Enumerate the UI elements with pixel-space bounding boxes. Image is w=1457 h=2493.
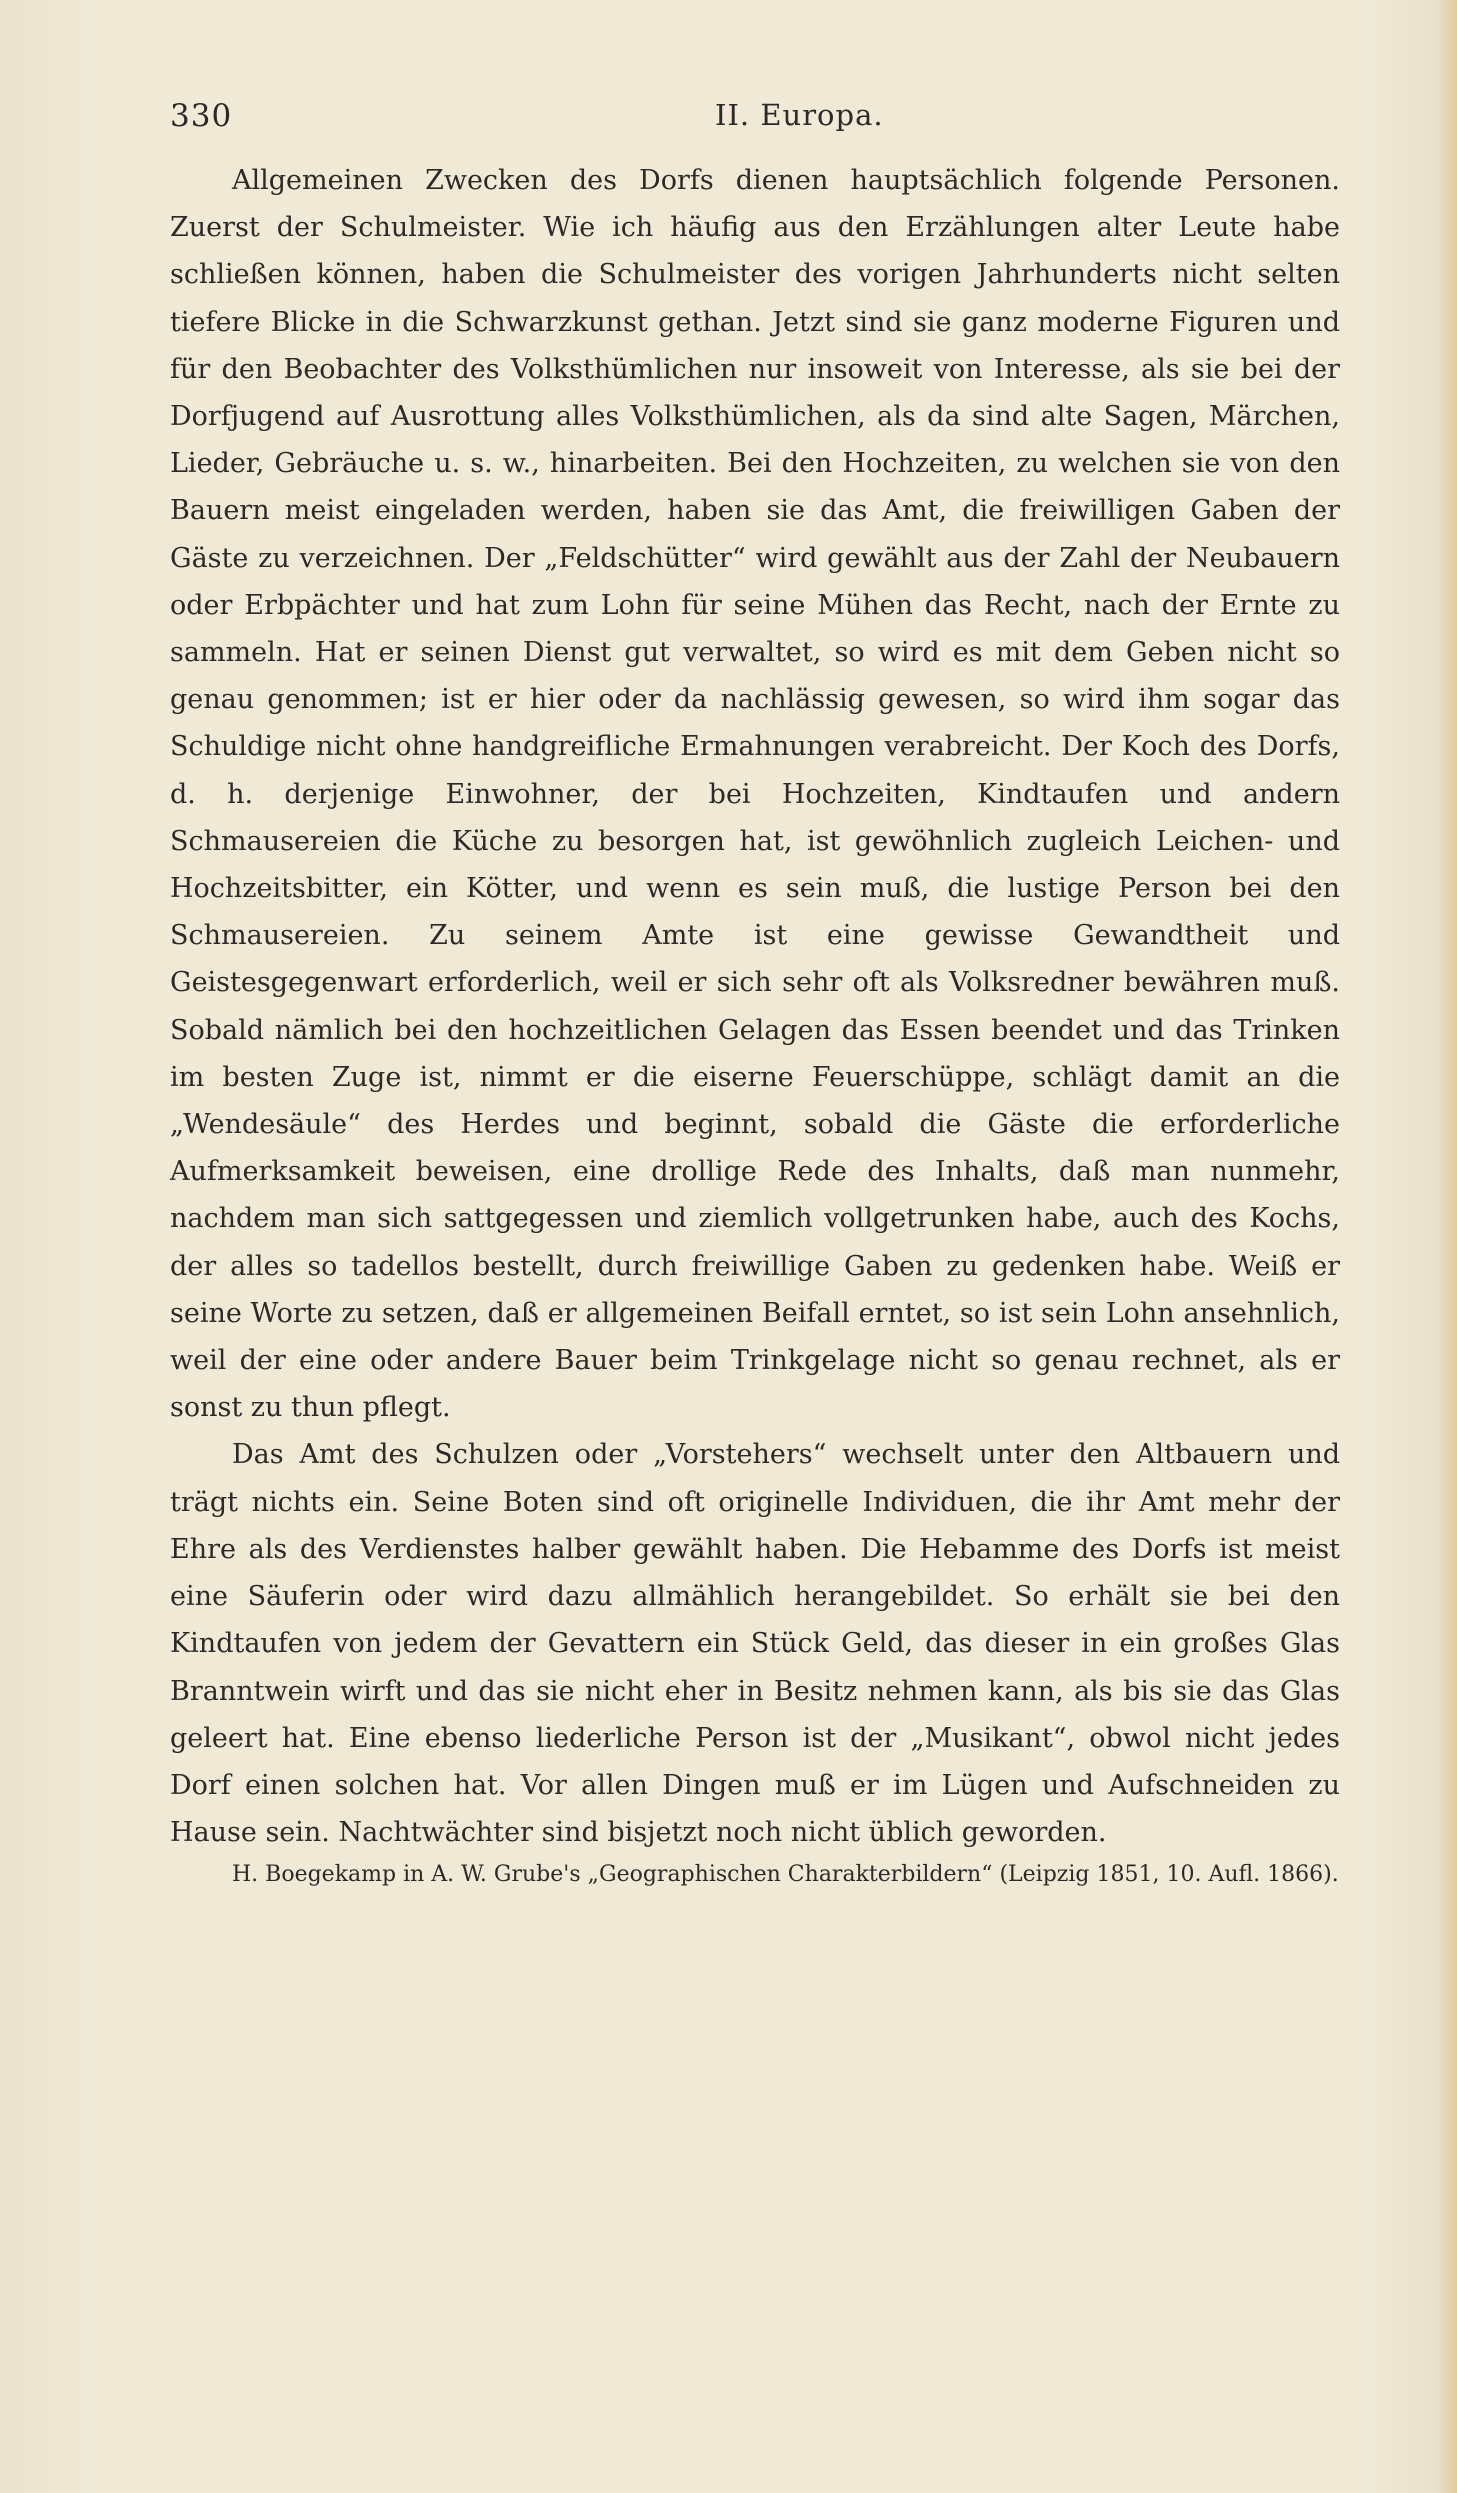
paragraph: Allgemeinen Zwecken des Dorfs dienen hauptsächlich folgende Personen. Zuerst der Schulmeister. Wie ich häufig aus den Erzählungen alter Leute habe schließen können, haben die Schulmeister des vorigen Jahrhunderts nicht selten tiefere Blicke in die Schwarzkunst gethan. Jetzt sind sie ganz moderne Figuren und für den Beobachter des Volksthümlichen nur insoweit von Interesse, als sie bei der Dorfjugend auf Ausrottung alles Volksthümlichen, als da sind alte Sagen, Märchen, Lieder, Gebräuche u. s. w., hinarbeiten. Bei den Hochzeiten, zu welchen sie von den Bauern meist eingeladen werden, haben sie das Amt, die freiwilligen Gaben der Gäste zu verzeichnen. Der „Feldschütter“ wird gewählt aus der Zahl der Neubauern oder Erbpächter und hat zum Lohn für seine Mühen das Recht, nach der Ernte zu sammeln. Hat er seinen Dienst gut verwaltet, so wird es mit dem Geben nicht so genau genommen; ist er hier oder da nachlässig gewesen, so wird ihm sogar das Schuldige nicht ohne handgreifliche Ermahnungen verabreicht. Der Koch des Dorfs, d. h. derjenige Einwohner, der bei Hochzeiten, Kindtaufen und andern Schmausereien die Küche zu besorgen hat, ist gewöhnlich zugleich Leichen- und Hochzeitsbitter, ein Kötter, und wenn es sein muß, die lustige Person bei den Schmausereien. Zu seinem Amte ist eine gewisse Gewandtheit und Geistesgegenwart erforderlich, weil er sich sehr oft als Volksredner bewähren muß. Sobald nämlich bei den hochzeitlichen Gelagen das Essen beendet und das Trinken im besten Zuge ist, nimmt er die eiserne Feuerschüppe, schlägt damit an die „Wendesäule“ des Herdes und beginnt, sobald die Gäste die erforderliche Aufmerksamkeit beweisen, eine drollige Rede des Inhalts, daß man nunmehr, nachdem man sich sattgegessen und ziemlich vollgetrunken habe, auch des Kochs, der alles so tadellos bestellt, durch freiwillige Gaben zu gedenken habe. Weiß er seine Worte zu setzen, daß er allgemeinen Beifall erntet, so ist sein Lohn ansehnlich, weil der eine oder andere Bauer beim Trinkgelage nicht so genau rechnet, als er sonst zu thun pflegt.: [170, 165, 1340, 1424]
body-text: [170, 157, 1340, 1913]
page-number: 330: [170, 98, 233, 134]
page-header: [170, 98, 1340, 138]
paragraph: Das Amt des Schulzen oder „Vorstehers“ wechselt unter den Altbauern und trägt nichts ein. Seine Boten sind oft originelle Individuen, die ihr Amt mehr der Ehre als des Verdienstes halber gewählt haben. Die Hebamme des Dorfs ist meist eine Säuferin oder wird dazu allmählich herangebildet. So erhält sie bei den Kindtaufen von jedem der Gevattern ein Stück Geld, das dieser in ein großes Glas Branntwein wirft und das sie nicht eher in Besitz nehmen kann, als bis sie das Glas geleert hat. Eine ebenso liederliche Person ist der „Musikant“, obwol nicht jedes Dorf einen solchen hat. Vor allen Dingen muß er im Lügen und Aufschneiden zu Hause sein. Nachtwächter sind bisjetzt noch nicht üblich geworden.: [170, 1439, 1340, 1849]
running-head: II. Europa.: [715, 98, 884, 132]
source-footnote: H. Boegekamp in A. W. Grube's „Geographischen Charakterbildern“ (Leipzig 1851, 10. Aufl. 1866).: [232, 1862, 1339, 1888]
page-edge-shadow: [1435, 0, 1457, 2493]
